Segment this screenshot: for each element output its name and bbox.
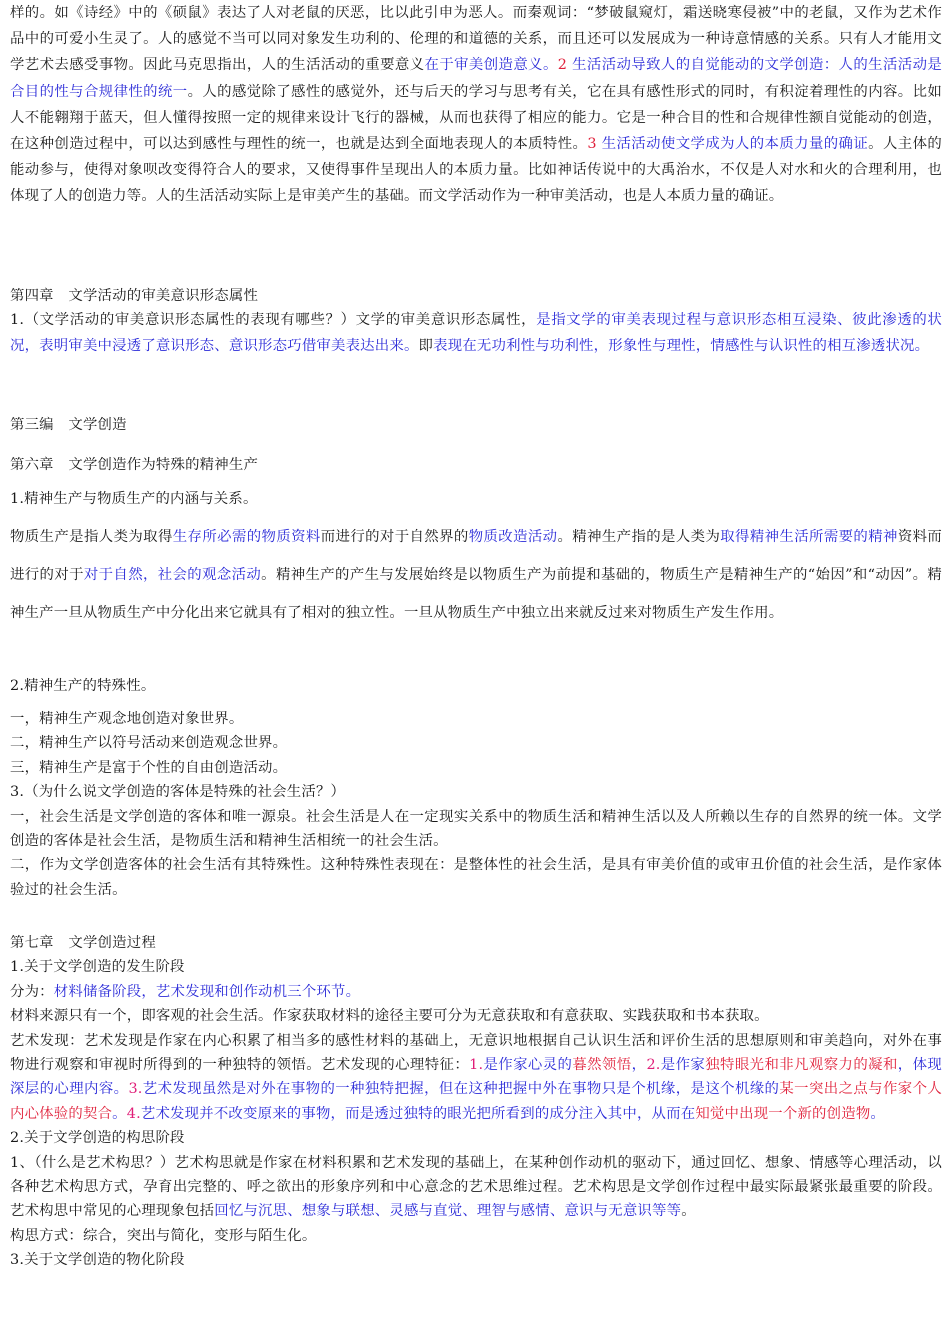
- text-run: 独特眼光和非凡观察力的凝和: [705, 1057, 898, 1074]
- paragraph-ch6-q1: [10, 486, 942, 512]
- text-run: 第六章 文学创造作为特殊的精神生产: [10, 457, 259, 473]
- text-run: 暮然领悟: [572, 1057, 632, 1074]
- text-run: 。人的感觉除了感性的感觉外，还与后天的学习与思考有关，它在具有感性形式的同时，有积淀着理性的内容。比如人不能翱翔于蓝天，但人懂得按照一定的规律来设计飞行的器械，从而也获得了相应的能力。它是一种合目的性和合规律性额自觉能动的创造，在这种创造过程中，可以达到感性与理性的统一，也就是达到全面地表现人的本质特性。: [10, 83, 942, 153]
- text-run: 。精神生产的产生与发展始终是以物质生产为前提和基础的，物质生产是精神生产的“始因”和“动因”。精神生产一旦从物质生产中分化出来它就具有了相对的独立性。一旦从物质生产中独立出来就反过来对物质生产发生作用。: [10, 566, 942, 621]
- text-run: 生存所必需的物质资料: [172, 529, 321, 545]
- text-run: 4.: [126, 1105, 141, 1122]
- text-run: 材料来源只有一个，即客观的社会生活。作家获取材料的途径主要可分为无意获取和有意获取、实践获取和书本获取。: [10, 1008, 769, 1025]
- text-run: 三，精神生产是富于个性的自由创造活动。: [10, 759, 288, 776]
- text-run: 是作家心灵的: [483, 1057, 573, 1074]
- text-run: 1、（什么是艺术构思？）艺术构思就是作家在材料积累和艺术发现的基础上，在某种创作动机的驱动下，通过回忆、想象、情感等心理活动，以各种艺术构思方式，孕育出完整的、呼之欲出的形象序列和中心意念的艺术思维过程。艺术构思是文学创作过程中最实际最紧张最重要的阶段。艺术构思中常见的心理现象包括: [10, 1154, 942, 1220]
- text-run: 2.: [646, 1057, 661, 1074]
- text-run: 第七章 文学创造过程: [10, 935, 156, 951]
- text-run: 表现在无功利性与功利性，形象性与理性，情感性与认识性的相互渗透状况。: [433, 338, 930, 355]
- paragraph-ch6-q1-answer: [10, 519, 942, 632]
- text-run: 1.关于文学创造的发生阶段: [10, 959, 185, 976]
- text-run: 回忆与沉思、想象与联想、灵感与直觉、理智与感情、意识与无意识等等: [214, 1203, 682, 1220]
- text-run: 是作家: [660, 1057, 706, 1074]
- text-run: 即: [418, 338, 434, 355]
- paragraph-ch6-title: [10, 452, 942, 478]
- paragraph-ch6-q2-list: [10, 707, 942, 902]
- text-run: 某一突出之点与作家个人内心体验的契合: [10, 1081, 942, 1122]
- text-run: 物质改造活动: [468, 529, 558, 545]
- text-run: 第三编 文学创造: [10, 417, 127, 433]
- text-run: 。精神生产指的是人类为: [557, 529, 721, 545]
- paragraph-intro-para: [10, 0, 942, 210]
- paragraph-ch4-q1: [10, 307, 942, 359]
- paragraph-part3-title: [10, 412, 942, 438]
- text-run: 生活活动使文学成为人的本质力量的确证: [601, 136, 869, 153]
- text-run: 样的。如《诗经》中的《硕鼠》表达了人对老鼠的厌恶，比以此引申为恶人。而秦观词：“梦破鼠窥灯，霜送晓寒侵被”中的老鼠，又作为艺术作品中的可爱小生灵了。人的感觉不当可以同对象发生功利的、伦理的和道德的关系，而且还可以发展成为一种诗意情感的关系。只有人才能用文学艺术去感受事物。因此马克思指出，人的生活活动的重要意义: [10, 5, 942, 74]
- text-run: 一，社会生活是文学创造的客体和唯一源泉。社会生活是人在一定现实关系中的物质生活和精神生活以及人所赖以生存的自然界的统一体。文学创造的客体是社会生活，是物质生活和精神生活相统一的社会生活。: [10, 808, 942, 850]
- text-run: 2: [557, 57, 573, 74]
- text-run: 构思方式：综合，突出与简化，变形与陌生化。: [10, 1227, 317, 1244]
- text-run: 而进行的对于自然界的: [320, 529, 469, 545]
- text-run: 一，精神生产观念地创造对象世界。: [10, 711, 244, 727]
- text-run: 第四章 文学活动的审美意识形态属性: [10, 288, 259, 304]
- text-run: 资料而进行的对于: [10, 529, 942, 583]
- paragraph-ch6-q2: [10, 673, 942, 699]
- text-run: 对于自然，社会的观念活动: [83, 566, 262, 583]
- paragraph-ch7-block: [10, 931, 942, 1273]
- text-run: 材料储备阶段，艺术发现和创作动机三个环节。: [53, 983, 361, 1000]
- text-run: 艺术发现：艺术发现是作家在内心积累了相当多的感性材料的基础上，无意识地根据自己认识生活和评价生活的思想原则和审美趋向，对外在事物进行观察和审视时所得到的一种独特的领悟。艺术发现的心理特征：: [10, 1032, 942, 1074]
- text-run: 2.关于文学创造的构思阶段: [10, 1130, 185, 1147]
- text-run: 是指文学的审美表现过程与意识形态相互浸染、彼此渗透的状况，表明审美中浸透了意识形态、意识形态巧借审美表达出来。: [10, 312, 942, 355]
- text-run: 二，精神生产以符号活动来创造观念世界。: [10, 735, 288, 752]
- text-run: 。: [681, 1203, 696, 1220]
- text-run: 生活活动导致人的自觉能动的文学创造：人的生活活动是合目的性与合规律性的统一: [10, 57, 942, 100]
- text-run: 3: [587, 136, 602, 153]
- text-run: 物质生产是指人类为取得: [10, 529, 173, 545]
- text-run: 1.: [469, 1057, 484, 1074]
- text-run: 2.精神生产的特殊性。: [10, 678, 156, 694]
- text-run: 。: [112, 1105, 127, 1122]
- text-run: 在于审美创造意义。: [424, 57, 558, 74]
- text-run: 取得精神生活所需要的精神: [720, 529, 898, 545]
- text-run: 分为：: [10, 983, 54, 1000]
- text-run: 3.: [128, 1081, 143, 1098]
- text-run: 知觉中出现一个新的创造物: [695, 1105, 871, 1122]
- text-run: 3.关于文学创造的物化阶段: [10, 1252, 185, 1269]
- text-run: 3.（为什么说文学创造的客体是特殊的社会生活？）: [10, 784, 346, 801]
- text-run: 1.（文学活动的审美意识形态属性的表现有哪些？）文学的审美意识形态属性，: [10, 312, 537, 328]
- paragraph-ch4-title: [10, 283, 942, 309]
- text-run: 。: [870, 1105, 886, 1122]
- text-run: ，: [631, 1057, 647, 1074]
- text-run: 1.精神生产与物质生产的内涵与关系。: [10, 491, 258, 507]
- text-run: 二，作为文学创造客体的社会生活有其特殊性。这种特殊性表现在：是整体性的社会生活，是具有审美价值的或审丑价值的社会生活，是作家体验过的社会生活。: [10, 857, 942, 898]
- text-run: 艺术发现虽然是对外在事物的一种独特把握，但在这种把握中外在事物只是个机缘，是这个机缘的: [142, 1081, 780, 1098]
- text-run: 。人主体的能动参与，使得对象呗改变得符合人的要求，又使得事件呈现出人的本质力量。比如神话传说中的大禹治水，不仅是人对水和火的合理利用，也体现了人的创造力等。人的生活活动实际上是审美产生的基础。而文学活动作为一种审美活动，也是人本质力量的确证。: [10, 136, 942, 205]
- text-run: 艺术发现并不改变原来的事物，而是透过独特的眼光把所看到的成分注入其中，从而在: [140, 1105, 696, 1122]
- text-run: ，体现深层的心理内容。: [10, 1057, 942, 1098]
